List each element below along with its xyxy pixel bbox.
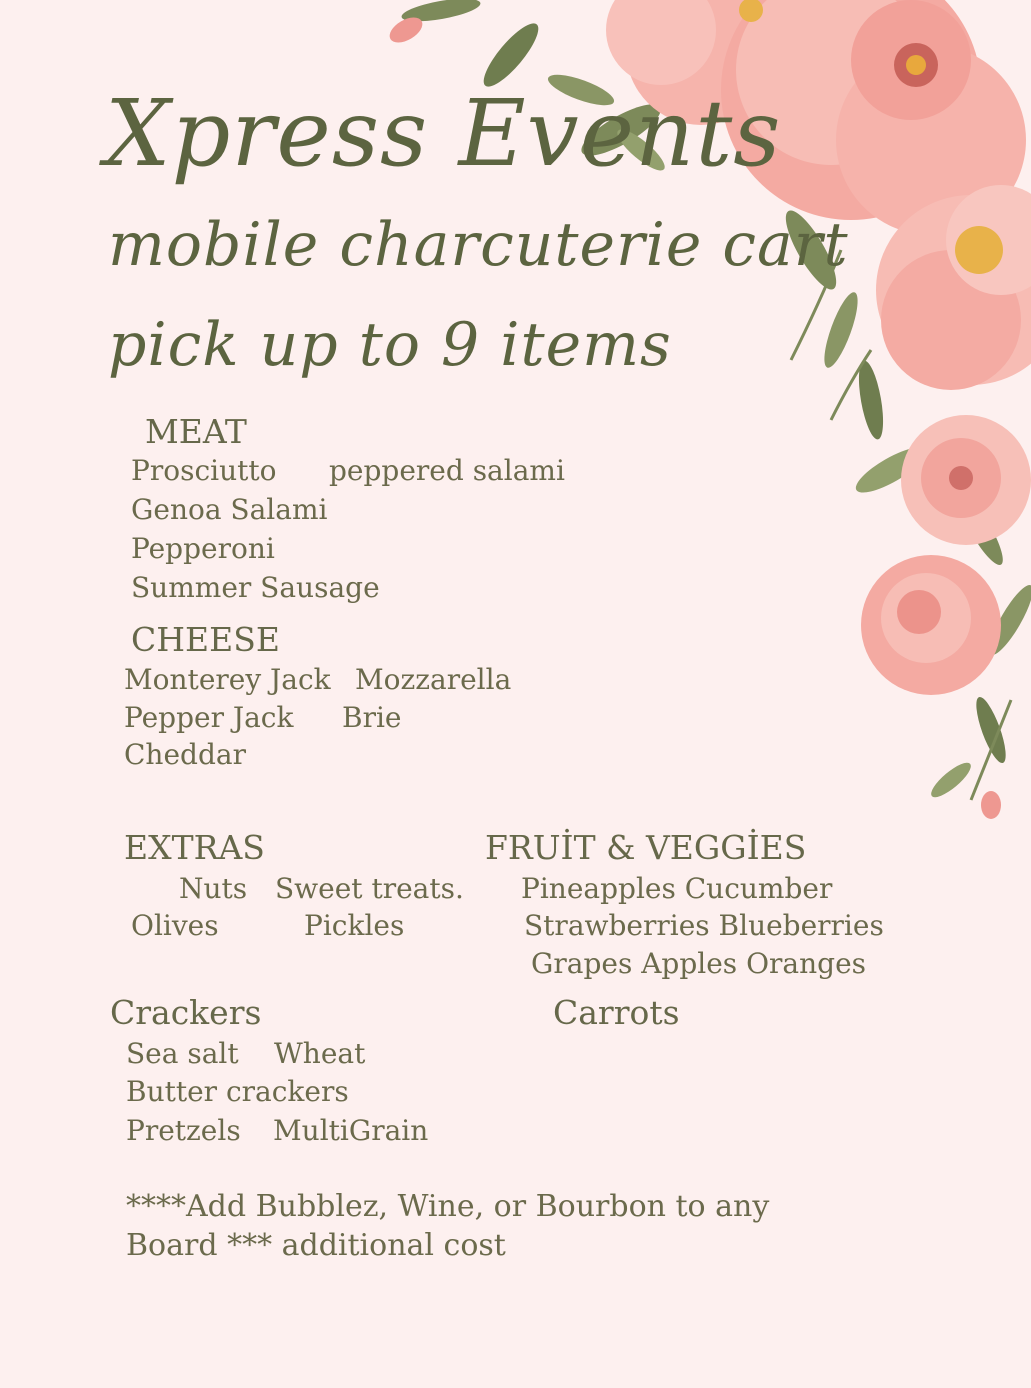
fruit-item: Carrots [553,993,680,1032]
extras-item: Nuts [179,872,248,905]
crackers-item: MultiGrain [273,1114,429,1147]
meat-item: peppered salami [329,454,565,487]
extras-item: Pickles [304,909,405,942]
pick-count-subtitle: pick up to 9 items [108,310,672,380]
extras-item: Olives [131,909,219,942]
cheese-item: Pepper Jack [124,701,294,734]
crackers-item: Sea salt [126,1037,239,1070]
cheese-item: Mozzarella [355,663,512,696]
fruit-item: Grapes Apples Oranges [531,947,867,980]
cheese-item: Monterey Jack [124,663,331,696]
extras-heading: EXTRAS [124,828,265,867]
extras-item: Sweet treats. [275,872,464,905]
meat-item: Summer Sausage [131,571,380,604]
cheese-item: Cheddar [124,738,246,771]
crackers-item: Wheat [274,1037,366,1070]
meat-heading: MEAT [145,412,247,451]
crackers-heading: Crackers [110,993,262,1032]
add-drinks-note: ****Add Bubblez, Wine, or Bourbon to any [126,1189,770,1224]
crackers-item: Butter crackers [126,1075,349,1108]
meat-item: Pepperoni [131,532,275,565]
fruit-veggies-heading: FRUİT & VEGGİES [485,828,807,867]
cheese-heading: CHEESE [131,620,280,659]
fruit-item: Pineapples Cucumber [521,872,833,905]
additional-cost-note: Board *** additional cost [126,1228,506,1263]
meat-item: Genoa Salami [131,493,328,526]
event-title: Xpress Events [105,80,782,187]
flower-small-1 [901,415,1031,545]
crackers-item: Pretzels [126,1114,241,1147]
flower-small-2 [861,555,1001,695]
fruit-item: Strawberries Blueberries [524,909,884,942]
meat-item: Prosciutto [131,454,277,487]
cart-subtitle: mobile charcuterie cart [108,210,849,280]
cheese-item: Brie [342,701,402,734]
